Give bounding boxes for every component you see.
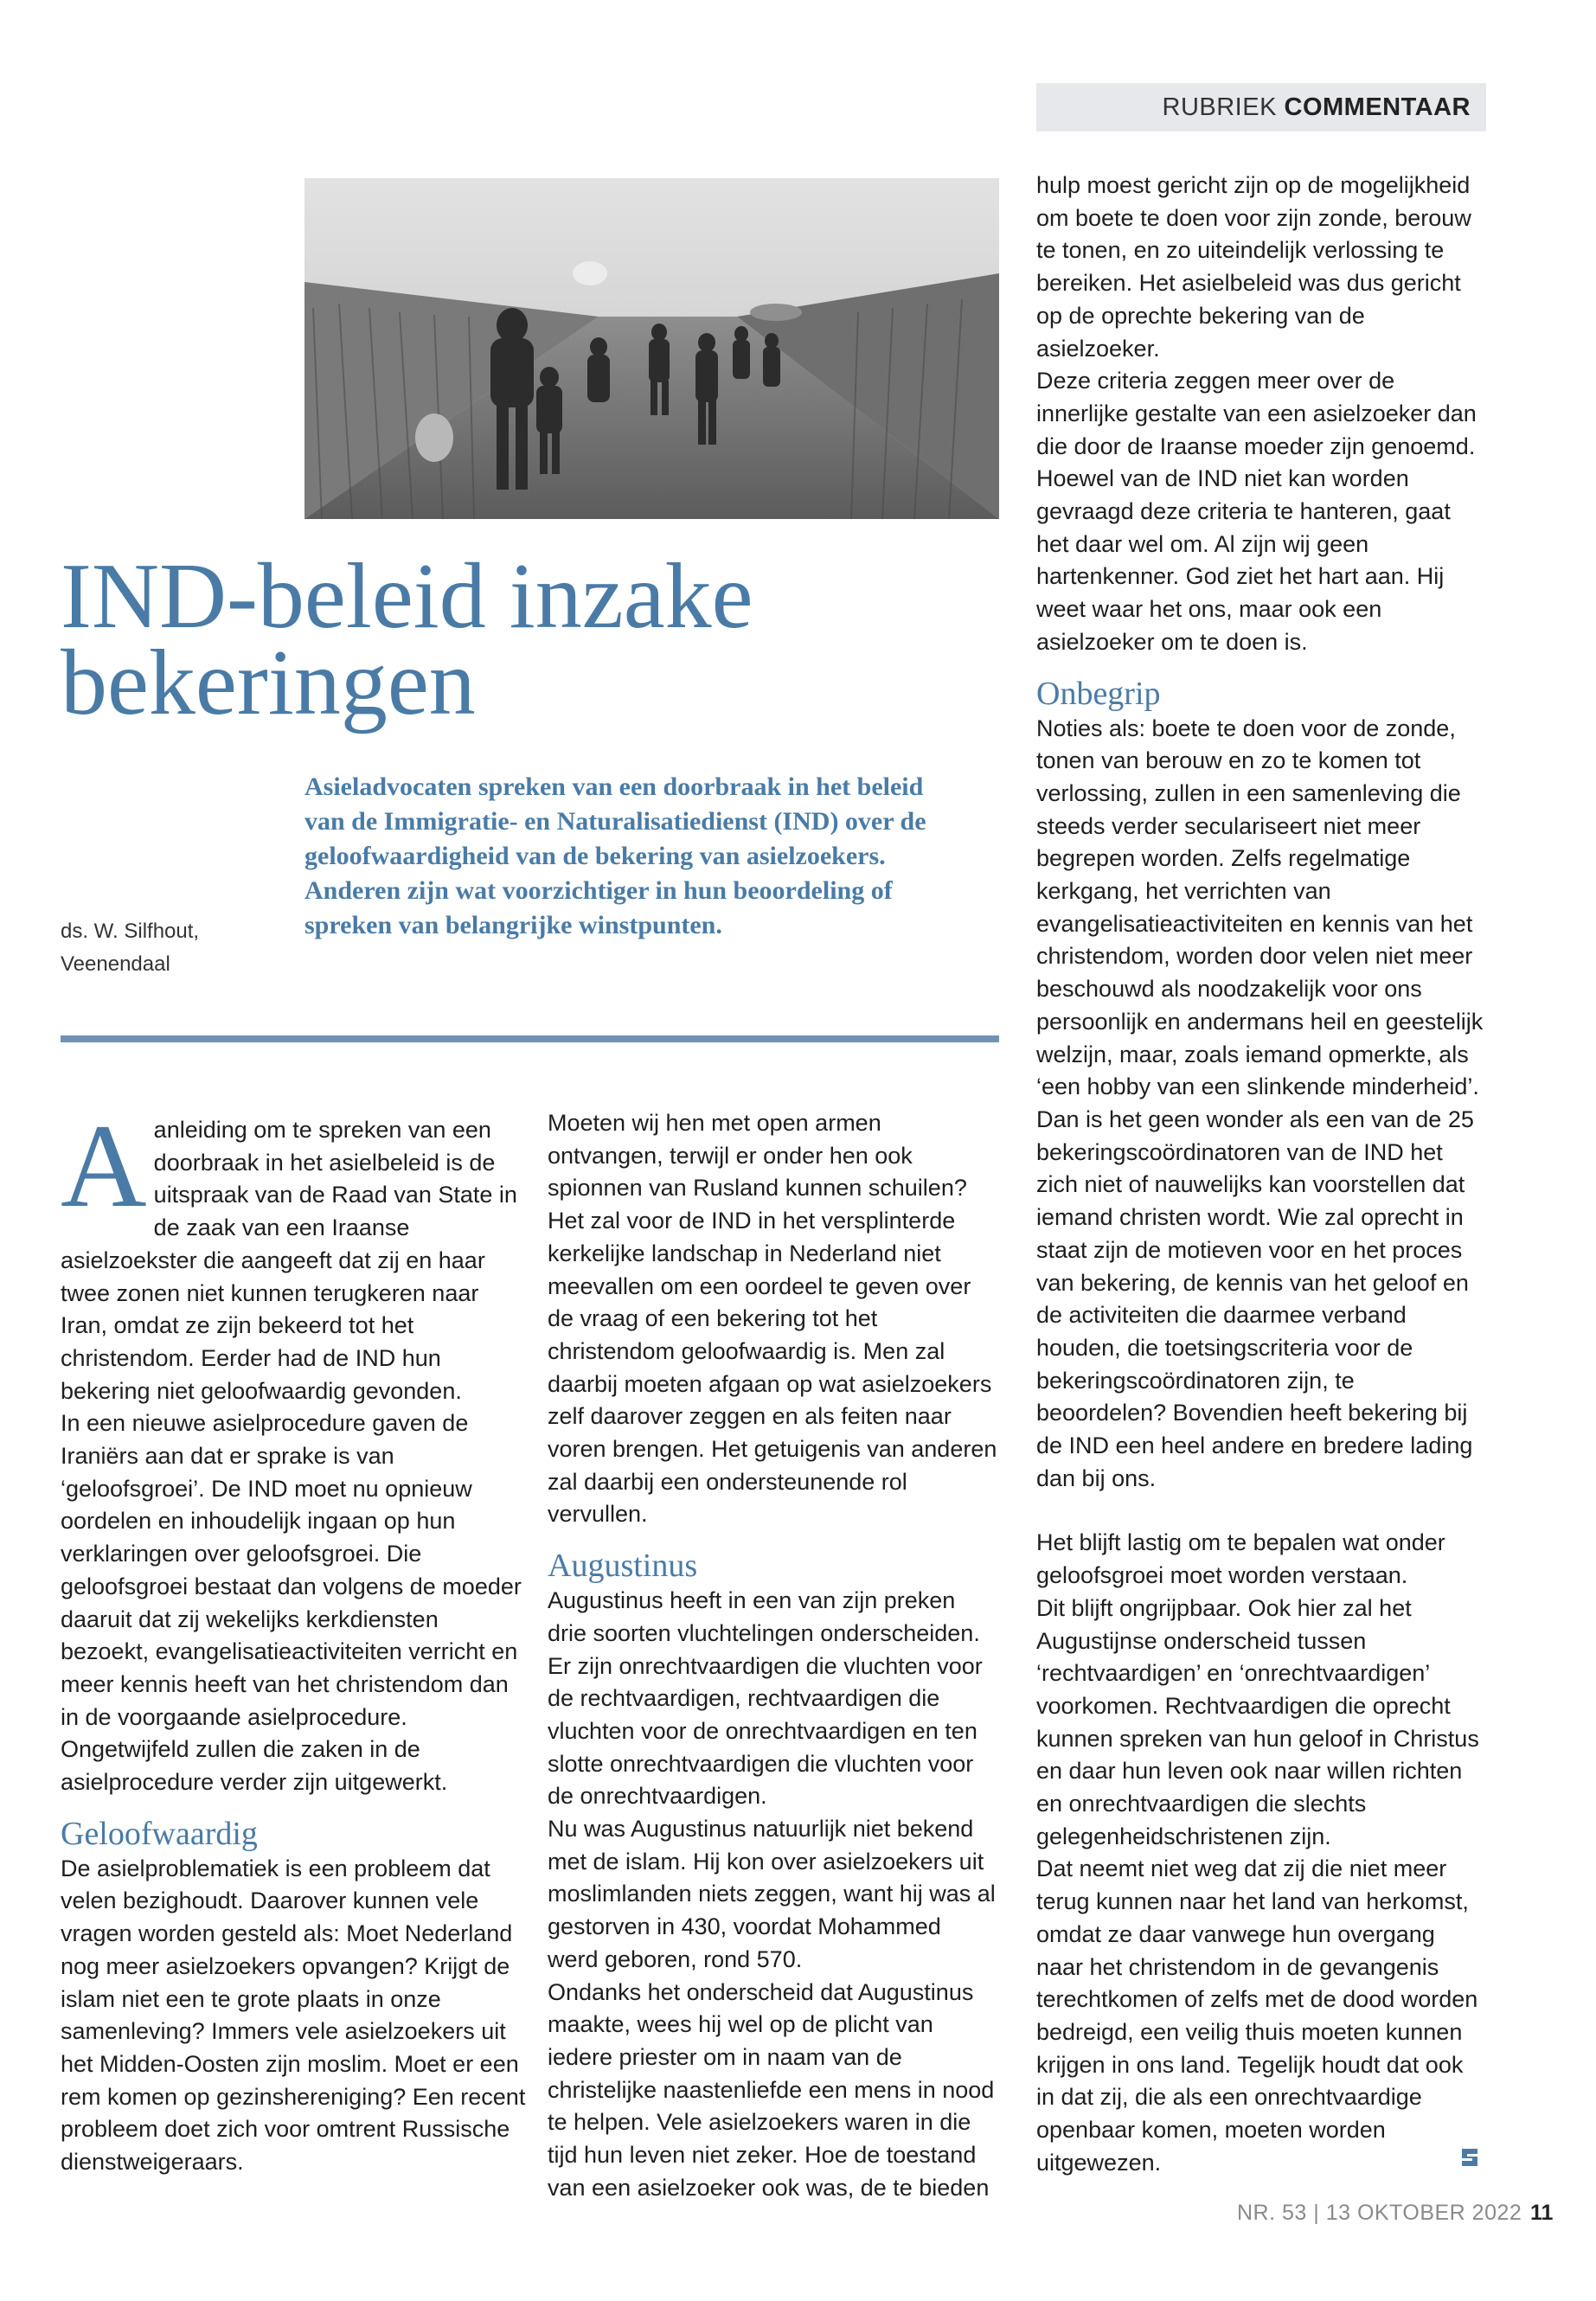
col1-paragraph-3: De asielproblematiek is een probleem dat velen bezighoudt. Daarover kunnen vele vragen worden gesteld als: Moet Nederland nog meer asielzoekers opvangen? Krijgt de islam niet een te grote plaats in onze samenleving? Immers vele asielzoekers uit het Midden-Oosten zijn moslim. Moet er een rem komen op gezinshereniging? Een recent probleem doet zich voor omtrent Russische dienstweigeraars. — [61, 1855, 526, 2176]
title-line-2: bekeringen — [61, 631, 476, 734]
section-header — [1036, 83, 1486, 131]
end-of-article-icon — [1458, 2145, 1483, 2170]
column-3 — [1036, 170, 1486, 2179]
heading-geloofwaardig: Geloofwaardig — [61, 1815, 258, 1852]
drop-cap: A — [61, 1099, 147, 1232]
col3-paragraph-4: Dan is het geen wonder als een van de 25 bekeringscoördinatoren van de IND het zich niet of nauwelijks kan voorstellen dat iemand christen wordt. Wie zal oprecht in staat zijn de motieven voor en het proces van bekering, de kennis van het geloof en de activiteiten die daarmee verband houden, die toetsingscriteria voor de bekeringscoördinatoren zijn, te beoordelen? Bovendien heeft bekering bij de IND een heel andere en bredere lading dan bij ons. — [1036, 1106, 1474, 1491]
paragraph-gap — [1036, 1495, 1486, 1527]
article-title — [61, 545, 977, 734]
col3-paragraph-1: hulp moest gericht zijn op de mogelijkheid om boete te doen voor zijn zonde, berouw te tonen, en zo uiteindelijk verlossing te bereiken. Het asielbeleid was dus gericht op de oprechte bekering van de asielzoeker. — [1036, 172, 1471, 362]
article-photo — [304, 178, 999, 519]
col3-paragraph-3: Noties als: boete te doen voor de zonde, tonen van berouw en zo te komen tot verlossing, zullen in een samenleving die steeds verder seculariseert niet meer begrepen worden. Zelfs regelmatige kerkgang, het verrichten van evangelisatieactiviteiten en kennis van het christendom, worden door velen niet meer beschouwd als noodzakelijk voor ons persoonlijk en andermans heil en geestelijk welzijn, maar, zoals iemand opmerkte, als ‘een hobby van een slinkende minderheid’. — [1036, 715, 1484, 1100]
col2-paragraph-1: Moeten wij hen met open armen ontvangen, terwijl er onder hen ook spionnen van Rusland kunnen schuilen? — [548, 1110, 967, 1202]
section-label: RUBRIEK — [1162, 93, 1277, 121]
article-lead: Asieladvocaten spreken van een doorbraak in het beleid van de Immigratie- en Naturalisatiedienst (IND) over de geloofwaardigheid van de bekering van asielzoekers. Anderen zijn wat voorzichtiger in hun beoordeling of spreken van belangrijke winstpunten. — [304, 772, 926, 939]
author-place: Veenendaal — [61, 952, 170, 976]
issue-info: NR. 53 | 13 OKTOBER 2022 — [1237, 2201, 1522, 2225]
column-2 — [548, 1107, 997, 2205]
col2-paragraph-4: Nu was Augustinus natuurlijk niet bekend met de islam. Hij kon over asielzoekers uit moslimlanden niets zeggen, want hij was al gestorven in 430, voordat Mohammed werd geboren, rond 570. — [548, 1816, 996, 1972]
header-divider — [61, 1035, 999, 1042]
col3-paragraph-2: Deze criteria zeggen meer over de innerlijke gestalte van een asielzoeker dan die door de Iraanse moeder zijn genoemd. Hoewel van de IND niet kan worden gevraagd deze criteria te hanteren, gaat het daar wel om. Al zijn wij geen hartenkenner. God ziet het hart aan. Hij weet waar het ons, maar ook een asielzoeker om te doen is. — [1036, 368, 1477, 655]
col2-paragraph-3: Augustinus heeft in een van zijn preken drie soorten vluchtelingen onderscheiden. Er zijn onrechtvaardigen die vluchten voor de rechtvaardigen, rechtvaardigen die vluchten voor de onrechtvaardigen en ten slotte onrechtvaardigen die vluchten voor de onrechtvaardigen. — [548, 1587, 983, 1810]
col3-paragraph-5: Het blijft lastig om te bepalen wat onder geloofsgroei moet worden verstaan. — [1036, 1529, 1445, 1589]
col3-paragraph-7: Dat neemt niet weg dat zij die niet meer terug kunnen naar het land van herkomst, omdat ze daar vanwege hun overgang naar het christendom in de gevangenis terechtkomen of zelfs met de dood worden bedreigd, een veilig thuis moeten kunnen krijgen in ons land. Tegelijk houdt dat ook in dat zij, die als een onrechtvaardige openbaar komen, moeten worden uitgewezen. — [1036, 1856, 1478, 2176]
col1-paragraph-2: In een nieuwe asielprocedure gaven de Iraniërs aan dat er sprake is van ‘geloofsgroei’. De IND moet nu opnieuw oordelen en inhoudelijk ingaan op hun verklaringen over geloofsgroei. Die geloofsgroei bestaat dan volgens de moeder daaruit dat zij wekelijks kerkdiensten bezoekt, evangelisatieactiviteiten verricht en meer kennis heeft van het christendom dan in de voorgaande asielprocedure. Ongetwijfeld zullen die zaken in de asielprocedure verder zijn uitgewerkt. — [61, 1410, 522, 1796]
col1-paragraph-1 — [61, 1099, 528, 1407]
author-name: ds. W. Silfhout, — [61, 920, 200, 943]
col1-paragraph-1-text: anleiding om te spreken van een doorbraak in het asielbeleid is de uitspraak van de Raad van State in de zaak van een Iraanse asielzoekster die aangeeft dat zij en haar twee zonen niet kunnen terugkeren naar Iran, omdat ze zijn bekeerd tot het christendom. Eerder had de IND hun bekering niet geloofwaardig gevonden. — [61, 1117, 517, 1404]
col2-paragraph-5: Ondanks het onderscheid dat Augustinus maakte, wees hij wel op de plicht van iedere priester om in naam van de christelijke naastenliefde een mens in nood te helpen. Vele asielzoekers waren in die tijd hun leven niet zeker. Hoe de toestand van een asielzoeker ook was, de te bieden — [548, 1978, 995, 2201]
page-number: 11 — [1530, 2201, 1554, 2225]
heading-augustinus: Augustinus — [548, 1548, 698, 1585]
column-1 — [61, 1099, 528, 2179]
title-line-1: IND-beleid inzake — [61, 545, 753, 648]
col2-paragraph-2: Het zal voor de IND in het versplinterde kerkelijke landschap in Nederland niet meevallen om een oordeel te geven over de vraag of een bekering tot het christendom geloofwaardig is. Men zal daarbij moeten afgaan op wat asielzoekers zelf daarover zeggen en als feiten naar voren brengen. Het getuigenis van anderen zal daarbij een ondersteunende rol vervullen. — [548, 1208, 997, 1528]
col3-paragraph-6: Dit blijft ongrijpbaar. Ook hier zal het Augustijnse onderscheid tussen ‘rechtvaardigen’ en ‘onrechtvaardigen’ voorkomen. Rechtvaardigen die oprecht kunnen spreken van hun geloof in Christus en daar hun leven ook naar willen richten en onrechtvaardigen die slechts gelegenheidschristenen zijn. — [1036, 1594, 1479, 1849]
author-byline — [61, 915, 234, 981]
section-name: COMMENTAAR — [1284, 93, 1471, 121]
heading-onbegrip: Onbegrip — [1036, 675, 1161, 712]
refugees-walking-photo — [304, 178, 999, 519]
